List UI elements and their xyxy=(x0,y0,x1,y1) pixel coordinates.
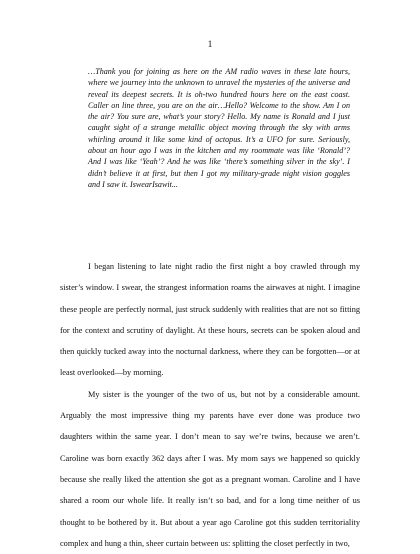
paragraph: My sister is the younger of the two of us, but not by a considerable amount. Arguably the most impressive thing my parents have ever done was produce two daughters within the same year. I don’t mean to say we’re twins, because we aren’t. Caroline was born exactly 362 days after I was. My mom says we happened so quickly because she really liked the attention she got as a pregnant woman. Caroline and I have shared a room our whole life. It really isn’t so bad, and for a long time neither of us thought to be bothered by it. But about a year ago Caroline got this sudden territoriality complex and hung a thin, sheer curtain between us: splitting the closet perfectly in two, xyxy=(60,389,360,548)
radio-transcript-epigraph: …Thank you for joining as here on the AM radio waves in these late hours, where we journey into the unknown to unravel the mysteries of the universe and reveal its deepest secrets. It is oh-two hundred hours here on the east coast. Caller on line three, you are on the air…Hello? Welcome to the show. Am I on the air? You sure are, what’s your story? Hello. My name is Ronald and I just caught sight of a strange metallic object moving through the sky with arms whirling around it like some kind of octopus. It’s a UFO for sure. Seriously, about an hour ago I was in the kitchen and my roommate was like ‘Ronald’? And I was like ‘Yeah’? And he was like ‘there’s something silver in the sky’. I didn’t believe it at first, but then I got my military-grade night vision goggles and I saw it. IswearIsawit... xyxy=(88,67,350,189)
page-number: 1 xyxy=(207,40,213,50)
paragraph: I began listening to late night radio the first night a boy crawled through my sister’s window. I swear, the strangest information roams the airwaves at night. I imagine these people are perfectly normal, just struck suddenly with realities that are not so fitting for the context and scrutiny of daylight. At these hours, secrets can be spoken aloud and then quickly tucked away into the nocturnal darkness, where they can be forgotten—or at least overlooked—by morning. xyxy=(60,262,360,378)
body-text xyxy=(60,256,360,554)
